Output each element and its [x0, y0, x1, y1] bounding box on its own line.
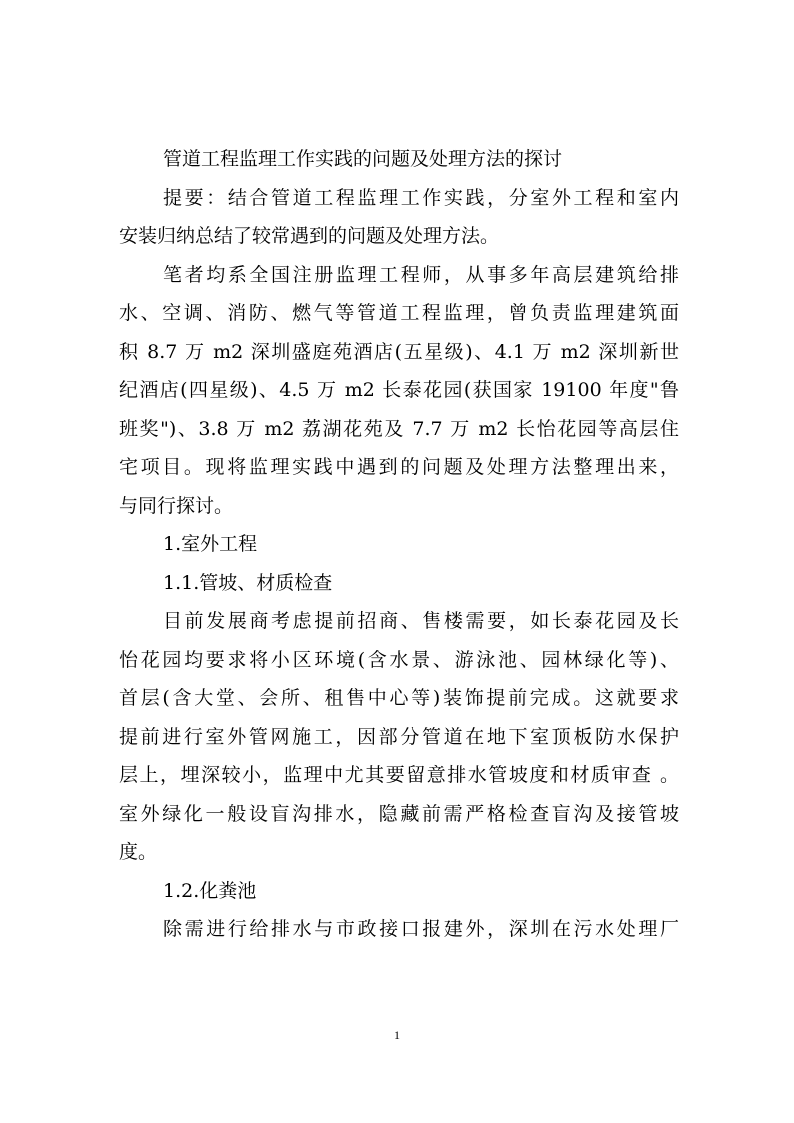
document-title: 管道工程监理工作实践的问题及处理方法的探讨	[163, 148, 563, 170]
subsection-heading: 1.1.管坡、材质检查	[163, 571, 333, 594]
abstract-line: 安装归纳总结了较常遇到的问题及处理方法。	[119, 225, 500, 247]
page-number: 1	[394, 1028, 400, 1042]
paragraph-line: 除需进行给排水与市政接口报建外，深圳在污水处理厂	[163, 918, 679, 940]
intro-line: 水、空调、消防、燃气等管道工程监理，曾负责监理建筑面	[119, 302, 679, 324]
intro-line: 与同行探讨。	[119, 494, 234, 517]
paragraph-line: 层上，埋深较小，监理中尤其要留意排水管坡度和材质审查 。	[119, 764, 679, 786]
document-body	[119, 140, 679, 949]
paragraph-line: 目前发展商考虑提前招商、售楼需要，如长泰花园及长	[163, 610, 679, 632]
section-heading: 1.室外工程	[163, 533, 258, 555]
intro-line: 班奖")、3.8 万 m2 荔湖花苑及 7.7 万 m2 长怡花园等高层住	[119, 417, 679, 440]
intro-line: 宅项目。现将监理实践中遇到的问题及处理方法整理出来，	[119, 456, 679, 478]
paragraph-line: 怡花园均要求将小区环境(含水景、游泳池、园林绿化等)、	[119, 648, 679, 671]
paragraph-line: 首层(含大堂、会所、租售中心等)装饰提前完成。这就要求	[119, 687, 679, 709]
paragraph-line: 提前进行室外管网施工，因部分管道在地下室顶板防水保护	[119, 725, 679, 748]
intro-line: 积 8.7 万 m2 深圳盛庭苑酒店(五星级)、4.1 万 m2 深圳新世	[119, 340, 679, 363]
intro-line: 纪酒店(四星级)、4.5 万 m2 长泰花园(获国家 19100 年度"鲁	[119, 379, 679, 401]
intro-line: 笔者均系全国注册监理工程师，从事多年高层建筑给排	[163, 263, 679, 286]
subsection-heading: 1.2.化粪池	[163, 879, 257, 902]
abstract-line: 提要：结合管道工程监理工作实践，分室外工程和室内	[163, 186, 679, 209]
paragraph-line: 度。	[119, 841, 158, 863]
paragraph-line: 室外绿化一般设盲沟排水，隐藏前需严格检查盲沟及接管坡	[119, 802, 679, 825]
